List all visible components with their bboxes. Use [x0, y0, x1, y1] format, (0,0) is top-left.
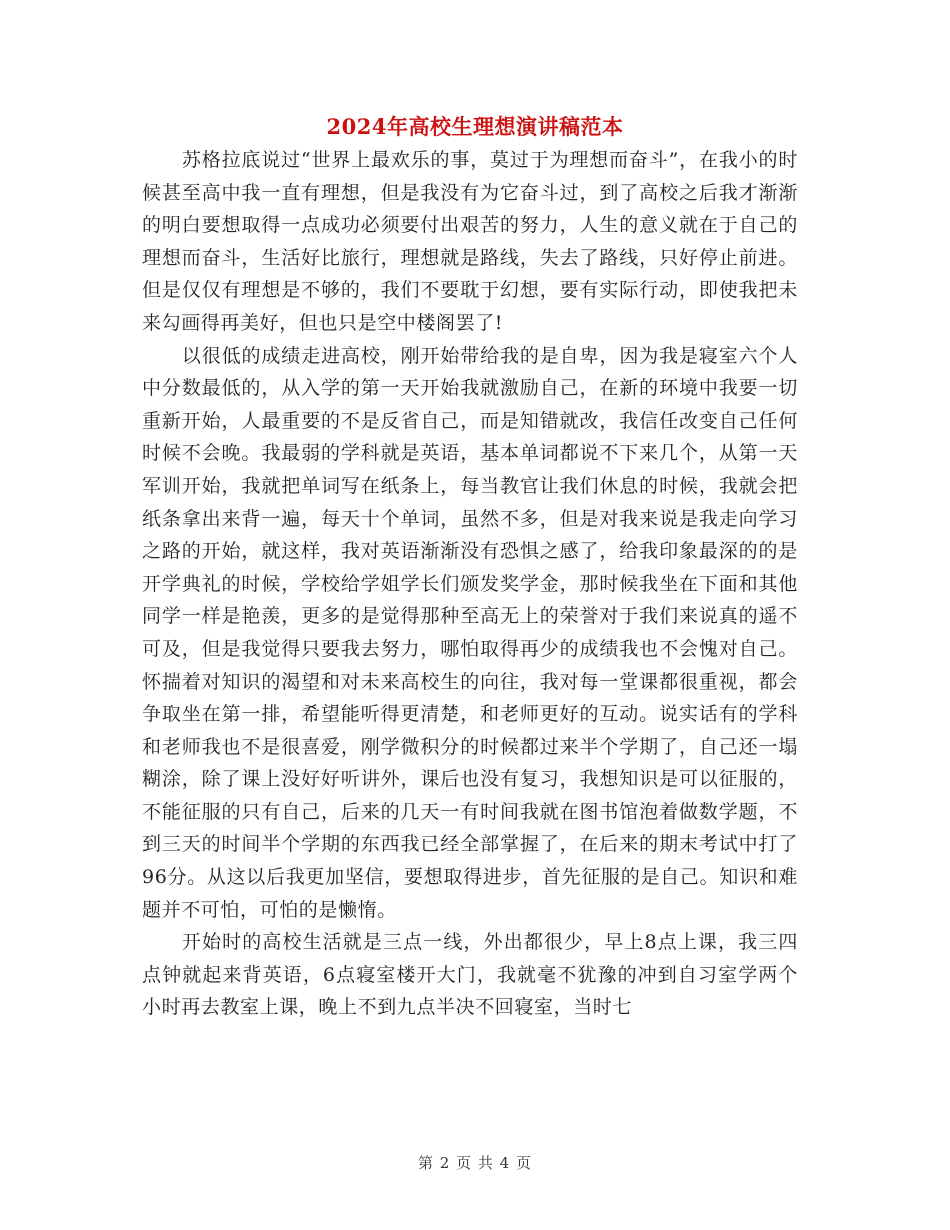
page-number-footer: 第 2 页 共 4 页	[418, 1154, 532, 1172]
paragraph-1: 苏格拉底说过“世界上最欢乐的事，莫过于为理想而奋斗”，在我小的时候甚至高中我一直有理想，但是我没有为它奋斗过，到了高校之后我才渐渐的明白要想取得一点成功必须要付出艰苦的努力，人生的意义就在于自己的理想而奋斗，生活好比旅行，理想就是路线，失去了路线，只好停止前进。但是仅仅有理想是不够的，我们不要耽于幻想，要有实际行动，即使我把未来勾画得再美好，但也只是空中楼阁罢了!	[142, 149, 798, 334]
document-title: 2024年高校生理想演讲稿范本	[326, 114, 624, 139]
document-body	[142, 144, 798, 1024]
paragraph-2: 以很低的成绩走进高校，刚开始带给我的是自卑，因为我是寝室六个人中分数最低的，从入学的第一天开始我就激励自己，在新的环境中我要一切重新开始，人最重要的不是反省自己，而是知错就改，我信任改变自己任何时候不会晚。我最弱的学科就是英语，基本单词都说不下来几个，从第一天军训开始，我就把单词写在纸条上，每当教官让我们休息的时候，我就会把纸条拿出来背一遍，每天十个单词，虽然不多，但是对我来说是我走向学习之路的开始，就这样，我对英语渐渐没有恐惧之感了，给我印象最深的的是开学典礼的时候，学校给学姐学长们颁发奖学金，那时候我坐在下面和其他同学一样是艳羡，更多的是觉得那种至高无上的荣誉对于我们来说真的遥不可及，但是我觉得只要我去努力，哪怕取得再少的成绩我也不会愧对自己。 怀揣着对知识的渴望和对未来高校生的向往，我对每一堂课都很重视，都会争取坐在第一排，希望能听得更清楚，和老师更好的互动。说实话有的学科和老师我也不是很喜爱，刚学微积分的时候都过来半个学期了，自己还一塌糊涂，除了课上没好好听讲外，课后也没有复习，我想知识是可以征服的，不能征服的只有自己，后来的几天一有时间我就在图书馆泡着做数学题，不到三天的时间半个学期的东西我已经全部掌握了，在后来的期末考试中打了96分。从这以后我更加坚信，要想取得进步，首先征服的是自己。知识和难题并不可怕，可怕的是懒惰。	[142, 344, 798, 921]
paragraph-3: 开始时的高校生活就是三点一线，外出都很少，早上8点上课，我三四点钟就起来背英语，6点寝室楼开大门，我就毫不犹豫的冲到自习室学两个小时再去教室上课，晚上不到九点半决不回寝室，当时七	[142, 931, 798, 1019]
